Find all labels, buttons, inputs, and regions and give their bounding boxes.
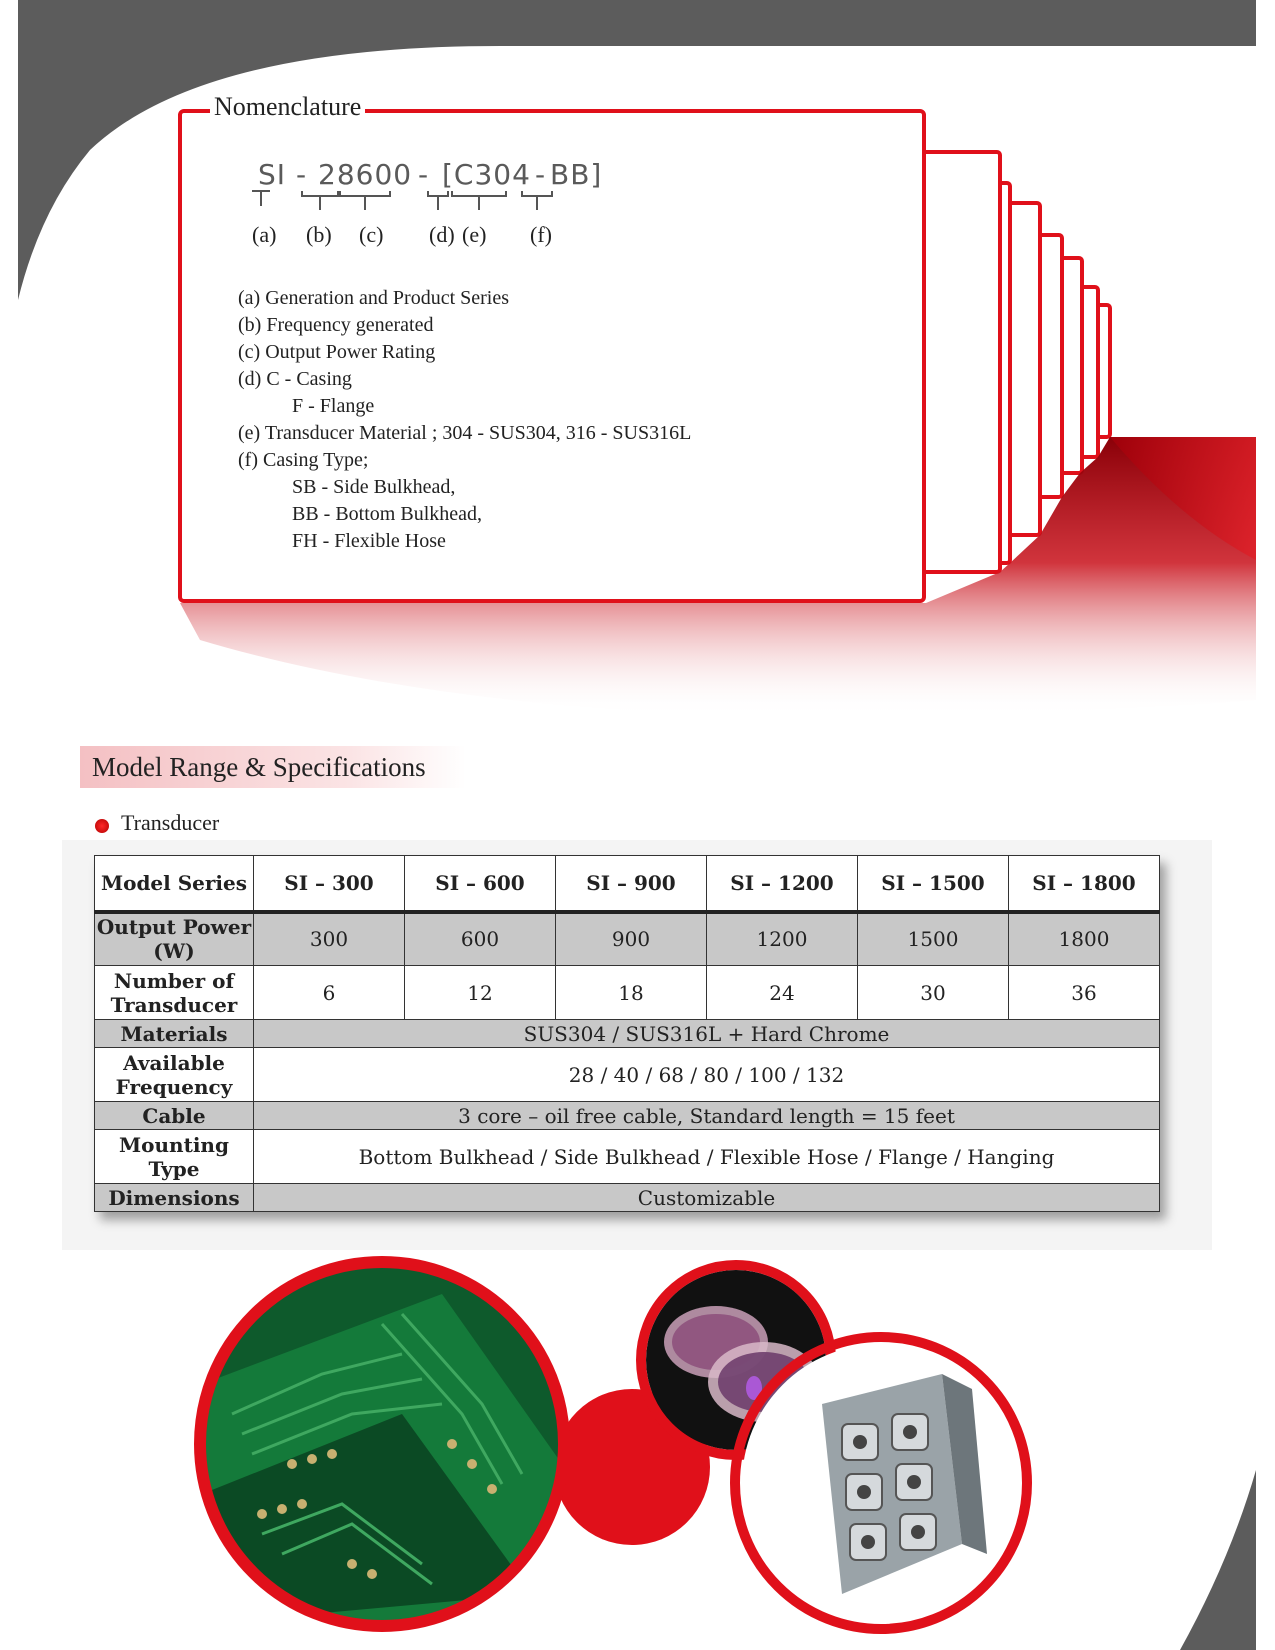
code-part-de: [C304 (442, 158, 531, 191)
table-row (95, 1130, 1160, 1184)
model-header: SI – 1800 (1009, 856, 1160, 912)
row-label: Cable (95, 1102, 254, 1130)
table-row (95, 1048, 1160, 1102)
table-cell: 6 (254, 966, 405, 1020)
table-cell: 1800 (1009, 912, 1160, 966)
code-part-a: SI (258, 158, 287, 191)
table-cell: 30 (858, 966, 1009, 1020)
code-label-c: (c) (359, 222, 384, 247)
code-label-f: (f) (530, 222, 552, 247)
table-cell: 3 core – oil free cable, Standard length = 15 feet (254, 1102, 1160, 1130)
table-cell: 300 (254, 912, 405, 966)
row-label: Number of Transducer (95, 966, 254, 1020)
table-cell: 18 (556, 966, 707, 1020)
nomenclature-line: (f) Casing Type; (238, 449, 369, 471)
code-separator: - (296, 158, 308, 191)
nomenclature-line: F - Flange (292, 395, 375, 417)
nomenclature-line: SB - Side Bulkhead, (292, 476, 456, 498)
nomenclature-line: (a) Generation and Product Series (238, 287, 510, 309)
row-label: Dimensions (95, 1184, 254, 1212)
table-cell: 1500 (858, 912, 1009, 966)
table-row (95, 856, 1160, 912)
nomenclature-line: FH - Flexible Hose (292, 530, 446, 552)
table-cell: Bottom Bulkhead / Side Bulkhead / Flexible Hose / Flange / Hanging (254, 1130, 1160, 1184)
code-label-b: (b) (306, 222, 332, 247)
nomenclature-title: Nomenclature (210, 92, 365, 122)
row-label: Materials (95, 1020, 254, 1048)
row-label: Mounting Type (95, 1130, 254, 1184)
model-header: SI – 900 (556, 856, 707, 912)
code-bracket-lines (250, 188, 590, 218)
table-cell: SUS304 / SUS316L + Hard Chrome (254, 1020, 1160, 1048)
table-cell: 12 (405, 966, 556, 1020)
photo-frame (730, 1332, 1032, 1634)
table-row (95, 966, 1160, 1020)
code-separator: - (418, 158, 430, 191)
table-row (95, 1102, 1160, 1130)
code-label-e: (e) (462, 222, 487, 247)
table-cell: 24 (707, 966, 858, 1020)
section-title: Model Range & Specifications (80, 746, 466, 788)
table-cell: Customizable (254, 1184, 1160, 1212)
nomenclature-line: (d) C - Casing (238, 368, 352, 390)
table-cell: 600 (405, 912, 556, 966)
photo-frame (194, 1256, 570, 1632)
nomenclature-line: BB - Bottom Bulkhead, (292, 503, 482, 525)
code-part-bc: 28600 (318, 158, 413, 191)
code-part-f: BB] (550, 158, 603, 191)
nomenclature-line: (c) Output Power Rating (238, 341, 436, 363)
row-label: Available Frequency (95, 1048, 254, 1102)
table-cell: 900 (556, 912, 707, 966)
model-header: SI – 300 (254, 856, 405, 912)
table-cell: 28 / 40 / 68 / 80 / 100 / 132 (254, 1048, 1160, 1102)
model-header: SI – 600 (405, 856, 556, 912)
table-row (95, 1184, 1160, 1212)
model-header: SI – 1200 (707, 856, 858, 912)
code-label-d: (d) (429, 222, 455, 247)
table-row (95, 912, 1160, 966)
code-label-a: (a) (252, 222, 277, 247)
table-row (95, 1020, 1160, 1048)
nomenclature-line: (e) Transducer Material ; 304 - SUS304, 316 - SUS316L (238, 422, 692, 444)
section-subtitle: Transducer (121, 810, 220, 835)
nomenclature-line: (b) Frequency generated (238, 314, 434, 336)
red-bullet-icon (95, 819, 109, 833)
spec-table (94, 855, 1160, 1212)
model-header: SI – 1500 (858, 856, 1009, 912)
row-label: Output Power (W) (95, 912, 254, 966)
code-separator: - (535, 158, 547, 191)
header-model-series: Model Series (95, 856, 254, 912)
table-cell: 1200 (707, 912, 858, 966)
table-cell: 36 (1009, 966, 1160, 1020)
